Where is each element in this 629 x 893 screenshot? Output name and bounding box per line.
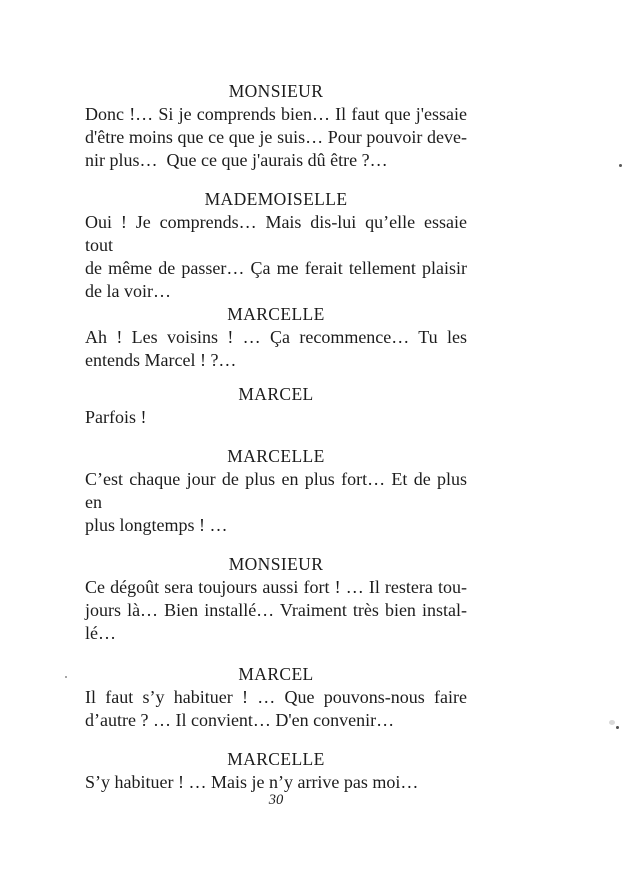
speaker-heading: MARCEL (238, 384, 314, 404)
speaker-heading: MONSIEUR (228, 554, 324, 574)
dialogue-line: plus longtemps ! … (85, 515, 228, 535)
dialogue-line: Parfois ! (85, 407, 147, 427)
dialogue-block (85, 748, 467, 794)
dialogue-line: Il faut s’y habituer ! … Que pouvons-nous faire (85, 687, 467, 707)
dialogue-block (85, 80, 467, 172)
speaker-heading: MARCEL (238, 664, 314, 684)
scan-artifact (65, 676, 67, 678)
speaker-heading: MADEMOISELLE (204, 189, 348, 209)
dialogue-block (85, 663, 467, 732)
dialogue-line: d’autre ? … Il convient… D'en convenir… (85, 710, 395, 730)
dialogue-line: Oui ! Je comprends… Mais dis-lui qu’elle essaie tout (85, 212, 467, 255)
dialogue-block (85, 445, 467, 537)
dialogue-block (85, 188, 467, 303)
dialogue-line: S’y habituer ! … Mais je n’y arrive pas moi… (85, 772, 419, 792)
speaker-heading: MONSIEUR (228, 81, 324, 101)
dialogue-block (85, 303, 467, 372)
dialogue-line: Ah ! Les voisins ! … Ça recommence… Tu les (85, 327, 467, 347)
dialogue-line: de la voir… (85, 281, 171, 301)
dialogue-line: Donc !… Si je comprends bien… Il faut que j'essaie (85, 104, 467, 124)
dialogue-line: C’est chaque jour de plus en plus fort… Et de plus en (85, 469, 467, 512)
dialogue-line: nir plus… Que ce que j'aurais dû être ?… (85, 150, 388, 170)
dialogue-line: Ce dégoût sera toujours aussi fort ! … Il restera tou- (85, 577, 467, 597)
dialogue-line: entends Marcel ! ?… (85, 350, 237, 370)
dialogue-block (85, 383, 467, 429)
speaker-heading: MARCELLE (227, 304, 325, 324)
dialogue-line: de même de passer… Ça me ferait tellement plaisir (85, 258, 467, 278)
scan-artifact (619, 164, 622, 167)
dialogue-line: lé… (85, 623, 116, 643)
speaker-heading: MARCELLE (227, 749, 325, 769)
dialogue-line: jours là… Bien installé… Vraiment très bien instal- (85, 600, 467, 620)
page-number: 30 (268, 792, 284, 808)
scan-artifact (616, 726, 619, 729)
play-text (85, 80, 467, 794)
dialogue-line: d'être moins que ce que je suis… Pour pouvoir deve- (85, 127, 467, 147)
speaker-heading: MARCELLE (227, 446, 325, 466)
dialogue-block (85, 553, 467, 645)
